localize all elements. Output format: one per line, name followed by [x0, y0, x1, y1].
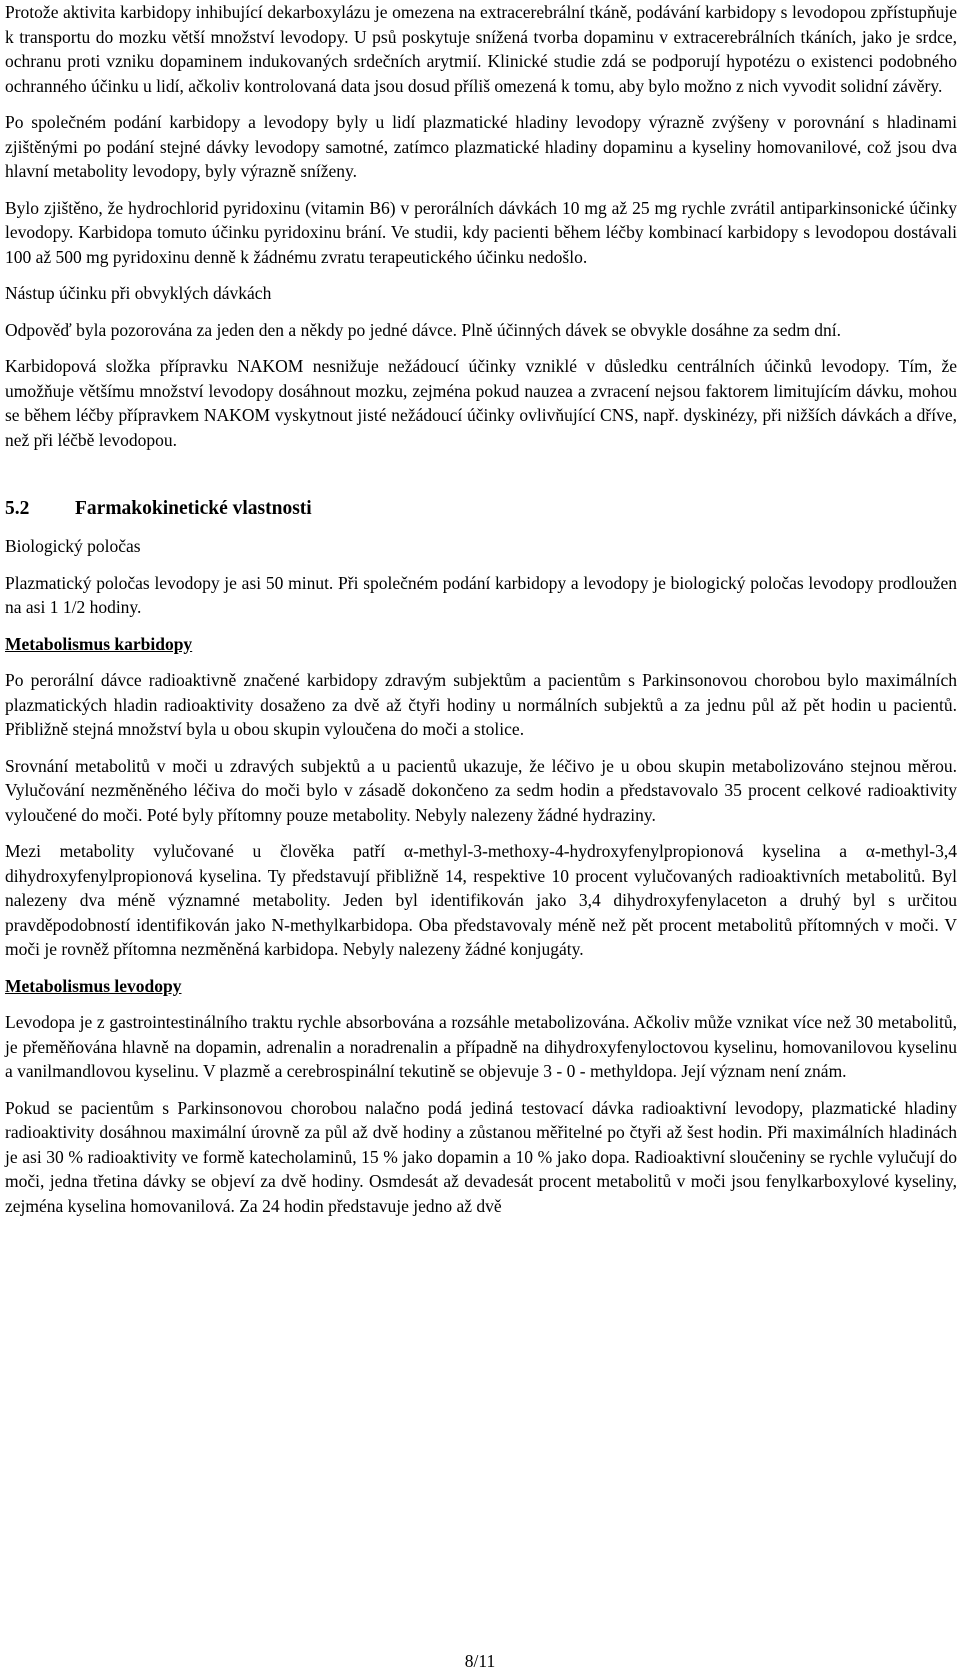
subheading-carbidopa-metabolism: Metabolismus karbidopy: [5, 633, 193, 654]
paragraph-metabolite-list: Mezi metabolity vylučované u člověka patří α-methyl-3-methoxy-4-hydroxyfenylpropionová kyselina a α-methyl-3,4 dihydroxyfenylpropionová kyselina. Ty představují přibližně 14, respektive 10 procent vylučovaných radioaktivních metabolitů. Byl nalezeny dva méně významné metabolity. Jeden byl identifikován jako 3,4 dihydroxyfenylaceton a druhý byl s určitou pravděpodobností identifikován jako N-methylkarbidopa. Oba představovaly méně než pět procent metabolitů přítomných v moči. V moči je rovněž přítomna nezměněná karbidopa. Nebyly nalezeny žádné konjugáty.: [5, 841, 957, 959]
paragraph-carbidopa-activity: Protože aktivita karbidopy inhibující dekarboxylázu je omezena na extracerebrální tkáně, podávání karbidopy s levodopou zpřístupňuje k transportu do mozku větší množství levodopy. U psů poskytuje snížená tvorba dopaminu v extracerebrálních tkáních, jako je srdce, ochranu proti vzniku dopaminem indukovaných srdečních arytmií. Klinické studie zdá se podporují hypotézu o existenci podobného ochranného účinku u lidí, ačkoliv kontrolovaná data jsou dosud příliš omezená k tomu, aby bylo možno z nich vyvodit solidní závěry.: [5, 2, 957, 96]
section-title: Farmakokinetické vlastnosti: [75, 498, 312, 519]
paragraph-radioactive-levodopa: Pokud se pacientům s Parkinsonovou chorobou nalačno podá jediná testovací dávka radioaktivní levodopy, plazmatické hladiny radioaktivity dosáhnou maximální úrovně za půl až dvě hodiny a zůstanou měřitelné po čtyři až šest hodin. Při maximálních hladinách je asi 30 % radioaktivity ve formě katecholaminů, 15 % jako dopamin a 10 % jako dopa. Radioaktivní sloučeniny se rychle vylučují do moči, jedna třetina dávky se objeví za dvě hodiny. Osmdesát až devadesát procent metabolitů v moči jsou fenylkarboxylové kyseliny, zejména kyselina homovanilová. Za 24 hodin představuje jedno až dvě: [5, 1097, 957, 1216]
page-number: 8/11: [464, 1651, 496, 1671]
paragraph-cns-effects: Karbidopová složka přípravku NAKOM nesnižuje nežádoucí účinky vzniklé v důsledku centrálních účinků levodopy. Tím, že umožňuje většímu množství levodopy dosáhnout mozku, zejména pokud nauzea a zvracení nejsou faktorem limitujícím dávku, mohou se během léčby přípravkem NAKOM vyskytnout jisté nežádoucí účinky ovlivňující CNS, např. dyskinézy, při nižších dávkách a dříve, než při léčbě levodopou.: [5, 356, 957, 450]
paragraph-levodopa-absorption: Levodopa je z gastrointestinálního traktu rychle absorbována a rozsáhle metabolizována. Ačkoliv může vznikat více než 30 metabolitů, je přeměňována hlavně na dopamin, adrenalin a noradrenalin a případně na dihydroxyfenyloctovou kyselinu, homovanilovou kyselinu a vanilmandlovou kyselinu. V plazmě a cerebrospinální tekutině se objevuje 3 - 0 - methyldopa. Její význam není znám.: [5, 1012, 957, 1081]
paragraph-urine-metabolites: Srovnání metabolitů v moči u zdravých subjektů a u pacientů ukazuje, že léčivo je u obou skupin metabolizováno stejnou měrou. Vylučování nezměněného léčiva do moči bylo v zásadě dokončeno za sedm hodin a představovalo 35 procent celkové radioaktivity vyloučené do moči. Poté byly přítomny pouze metabolity. Nebyly nalezeny žádné hydraziny.: [5, 755, 957, 825]
subheading-half-life: Biologický poločas: [5, 536, 141, 556]
section-number: 5.2: [5, 498, 30, 519]
paragraph-plasma-levels: Po společném podání karbidopy a levodopy byly u lidí plazmatické hladiny levodopy výrazně zvýšeny v porovnání s hladinami zjištěnými po podání stejné dávky levodopy samotné, zatímco plazmatické hladiny dopaminu a kyseliny homovanilové, což jsou dva hlavní metabolity levodopy, byly výrazně sníženy.: [5, 112, 957, 181]
paragraph-response: Odpověď byla pozorována za jeden den a někdy po jedné dávce. Plně účinných dávek se obvykle dosáhne za sedm dní.: [5, 319, 841, 340]
section-heading: [5, 496, 957, 522]
document-page: [5, 0, 957, 1218]
paragraph-pyridoxine: Bylo zjištěno, že hydrochlorid pyridoxinu (vitamin B6) v perorálních dávkách 10 mg až 25 mg rychle zvrátil antiparkinsonické účinky levodopy. Karbidopa tomuto účinku pyridoxinu brání. Ve studii, kdy pacienti během léčby kombinací karbidopy s levodopou dostávali 100 až 500 mg pyridoxinu denně k žádnému zvratu terapeutického účinku nedošlo.: [5, 197, 957, 267]
paragraph-radioactive-carbidopa: Po perorální dávce radioaktivně značené karbidopy zdravým subjektům a pacientům s Parkinsonovou chorobou bylo maximálních plazmatických hladin radioaktivity dosaženo za dvě až čtyři hodiny u normálních subjektů a za jednu půl až pět hodin u pacientů. Přibližně stejná množství byla u obou skupin vyloučena do moči a stolice.: [5, 670, 957, 739]
subheading-onset: Nástup účinku při obvyklých dávkách: [5, 283, 272, 303]
subheading-levodopa-metabolism: Metabolismus levodopy: [5, 975, 182, 996]
paragraph-half-life: Plazmatický poločas levodopy je asi 50 minut. Při společném podání karbidopy a levodopy je biologický poločas levodopy prodloužen na asi 1 1/2 hodiny.: [5, 572, 957, 617]
